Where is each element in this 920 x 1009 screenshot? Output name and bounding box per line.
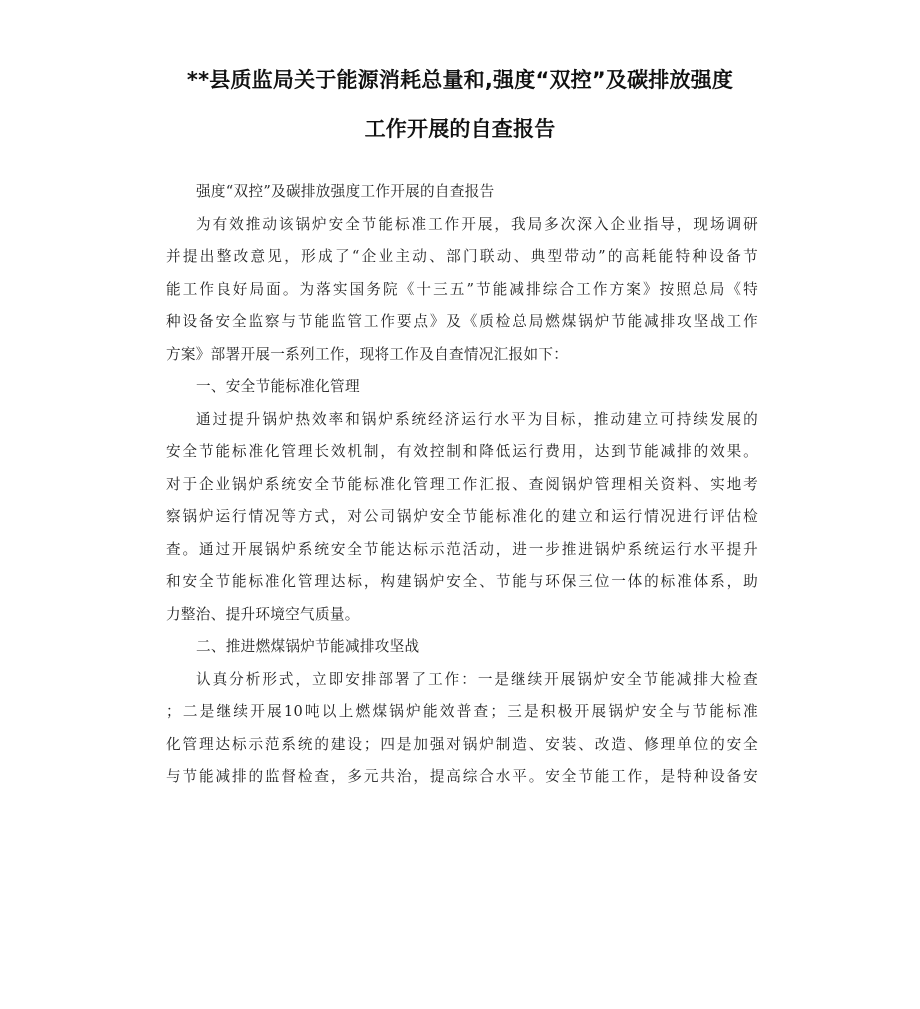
- paragraph-1-line-5: 方案》部署开展一系列工作，现将工作及自查情况汇报如下：: [166, 345, 569, 363]
- paragraph-1-line-3: 能工作良好局面。为落实国务院《十三五”节能减排综合工作方案》按照总局《特: [166, 280, 758, 298]
- section-heading-2: 二、推进燃煤锅炉节能减排攻坚战: [196, 638, 420, 655]
- section-heading-1: 一、安全节能标准化管理: [196, 378, 360, 395]
- paragraph-2-line-4: 察锅炉运行情况等方式，对公司锅炉安全节能标准化的建立和运行情况进行评估检: [166, 508, 758, 525]
- paragraph-3-line-1: 认真分析形式，立即安排部署了工作：一是继续开展锅炉安全节能减排大检查: [196, 670, 758, 688]
- paragraph-2-line-1: 通过提升锅炉热效率和锅炉系统经济运行水平为目标，推动建立可持续发展的: [196, 410, 758, 428]
- document-body: [166, 176, 758, 794]
- paragraph-3-line-3: 化管理达标示范系统的建设；四是加强对锅炉制造、安装、改造、修理单位的安全: [166, 735, 758, 753]
- paragraph-2-line-6: 和安全节能标准化管理达标，构建锅炉安全、节能与环保三位一体的标准体系，助: [166, 573, 758, 590]
- document-title-line-1: **县质监局关于能源消耗总量和,强度“双控”及碳排放强度: [186, 68, 734, 92]
- paragraph-3-line-4: 与节能减排的监督检查，多元共治，提高综合水平。安全节能工作，是特种设备安: [166, 768, 758, 785]
- paragraph-1-line-4: 种设备安全监察与节能监管工作要点》及《质检总局燃煤锅炉节能减排攻坚战工作: [166, 313, 758, 330]
- paragraph-1-line-2: 并提出整改意见，形成了“企业主动、部门联动、典型带动”的高耗能特种设备节: [166, 248, 758, 265]
- subtitle-line: 强度“双控”及碳排放强度工作开展的自查报告: [196, 183, 495, 200]
- paragraph-1-line-1: 为有效推动该锅炉安全节能标准工作开展，我局多次深入企业指导，现场调研: [196, 215, 758, 233]
- paragraph-2-line-2: 安全节能标准化管理长效机制，有效控制和降低运行费用，达到节能减排的效果。: [166, 443, 758, 460]
- paragraph-2-line-7: 力整治、提升环境空气质量。: [166, 605, 360, 623]
- paragraph-2-line-3: 对于企业锅炉系统安全节能标准化管理工作汇报、查阅锅炉管理相关资料、实地考: [166, 475, 758, 493]
- paragraph-2-line-5: 查。通过开展锅炉系统安全节能达标示范活动，进一步推进锅炉系统运行水平提升: [166, 540, 758, 558]
- document-title-line-2: 工作开展的自查报告: [364, 117, 556, 141]
- paragraph-3-line-2: ；二是继续开展10吨以上燃煤锅炉能效普查；三是积极开展锅炉安全与节能标准: [166, 703, 758, 720]
